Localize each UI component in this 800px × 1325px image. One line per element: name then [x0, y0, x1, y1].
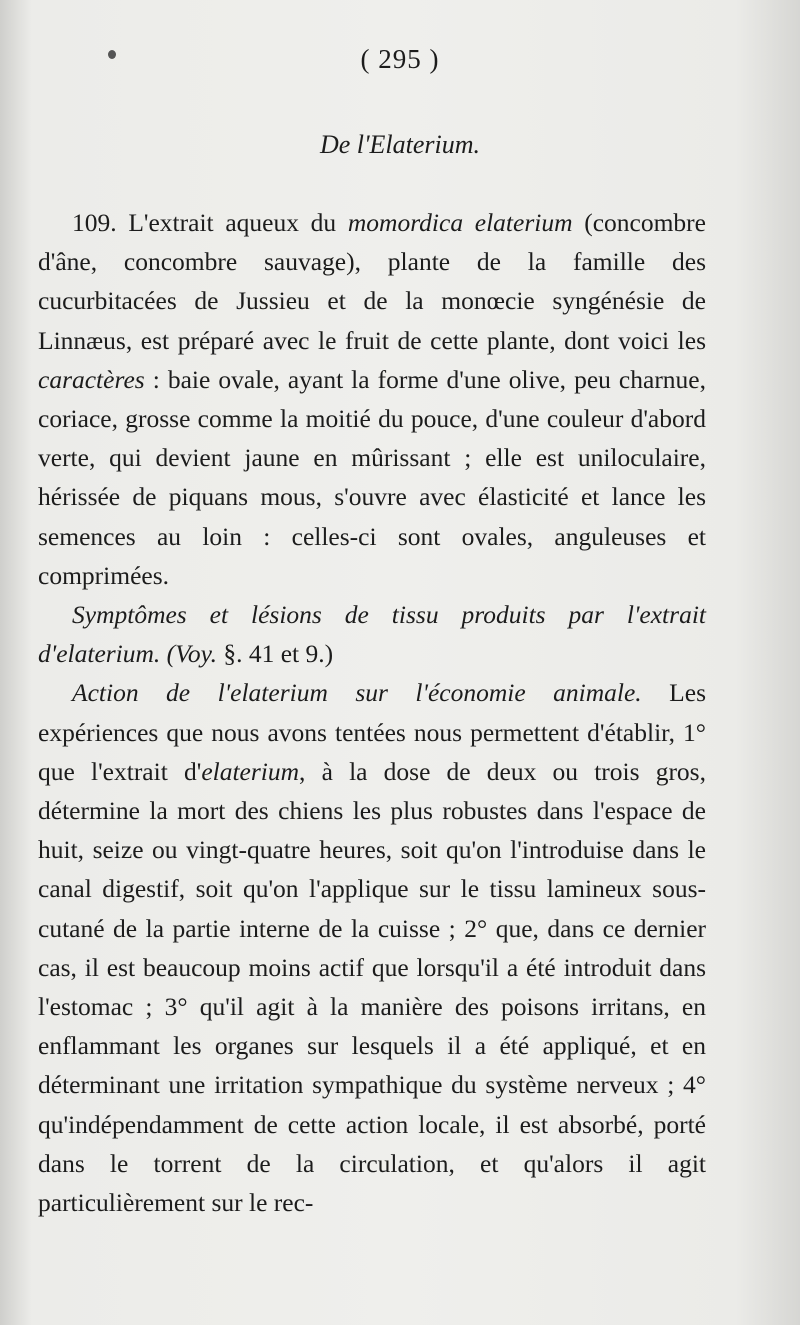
elaterium-term: elaterium — [201, 756, 300, 786]
paragraph-symptoms — [38, 595, 706, 673]
action-text-tail: , à la dose de deux ou trois gros, détermine la mort des chiens les plus robustes dans l'espace de huit, seize ou vingt-quatre heures, soit qu'on l'introduise dans le canal digestif, soit qu'on l'applique sur le tissu lamineux sous-cutané de la partie interne de la cuisse ; 2° que, dans ce dernier cas, il est beaucoup moins actif que lorsqu'il a été introduit dans l'estomac ; 3° qu'il agit à la manière des poisons irritans, en enflammant les organes sur lesquels il a été appliqué, et en déterminant une irritation sympathique du système nerveux ; 4° qu'indépendamment de cette action locale, il est absorbé, porté dans le torrent de la circulation, et qu'alors il agit particulièrement sur le rec- — [38, 756, 706, 1218]
body-text — [38, 203, 706, 1222]
paragraph-lead: 109. L'extrait aqueux du — [72, 208, 348, 237]
paragraph-text-tail: : baie ovale, ayant la forme d'une olive, peu charnue, coriace, grosse comme la moitié du pouce, d'une couleur d'abord verte, qui devient jaune en mûrissant ; elle est uniloculaire, hérissée de piquans mous, s'ouvre avec élasticité et lance les semences au loin : celles-ci sont ovales, anguleuses et comprimées. — [38, 364, 706, 590]
paragraph-text: (concombre d'âne, concombre sauvage), plante de la famille des cucurbitacées de Jussieu et de la monœcie syngénésie de Linnæus, est préparé avec le fruit de cette plante, dont voici les — [38, 208, 706, 355]
symptoms-heading: Symptômes et lésions de tissu produits par l'extrait d'elaterium. (Voy. — [38, 600, 706, 669]
action-text: Les expériences que nous avons tentées nous permettent d'établir, 1° que l'extrait d' — [38, 678, 706, 786]
caracteres-term: caractères — [38, 364, 145, 394]
paragraph-description — [38, 203, 706, 595]
symptoms-reference: §. 41 et 9.) — [216, 639, 334, 669]
species-name: momordica elaterium — [347, 208, 573, 237]
action-heading: Action de l'elaterium sur l'économie animale. — [72, 678, 642, 708]
section-title: De l'Elaterium. — [319, 130, 481, 159]
page-number: ( 295 ) — [360, 44, 440, 74]
paragraph-action — [38, 673, 706, 1222]
